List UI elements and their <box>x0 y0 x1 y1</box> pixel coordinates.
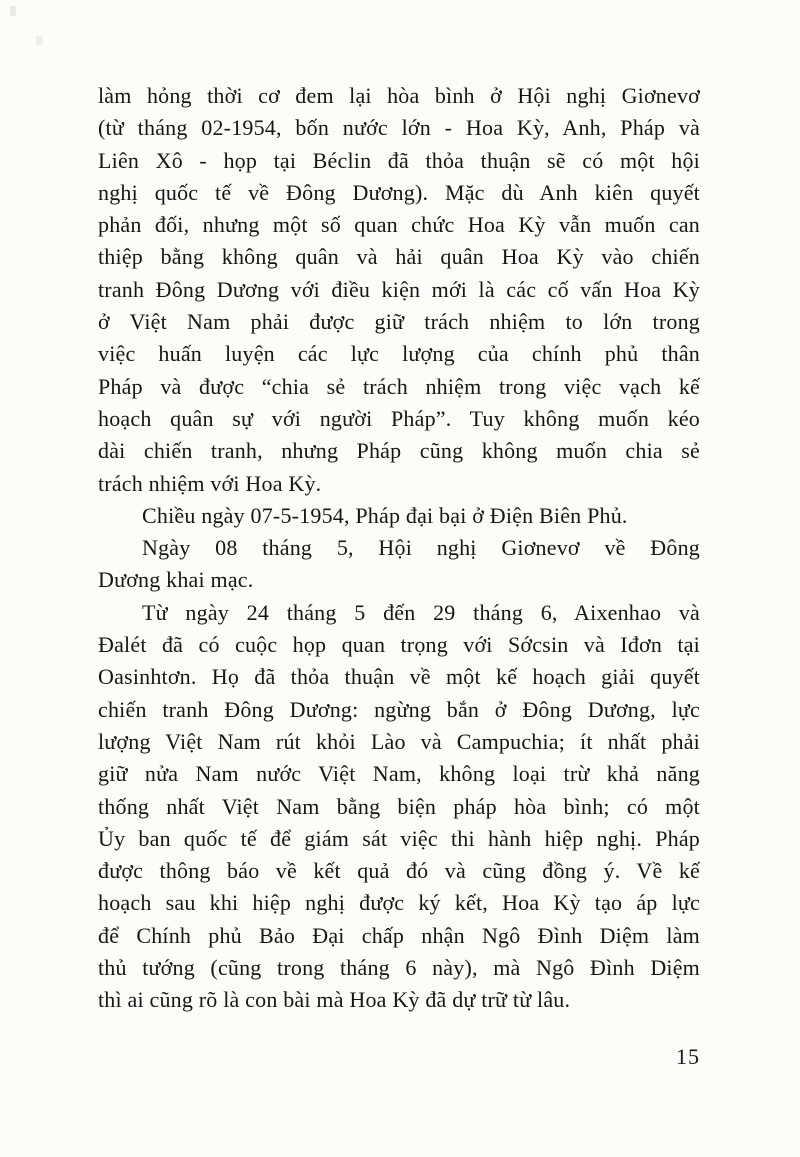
text-line: chiến tranh Đông Dương: ngừng bắn ở Đông Dương, lực <box>98 696 700 722</box>
text-line: thủ tướng (cũng trong tháng 6 này), mà Ngô Đình Diệm <box>98 955 700 981</box>
text-line: Pháp và được “chia sẻ trách nhiệm trong việc vạch kế <box>98 373 700 399</box>
scan-artifact <box>36 36 43 45</box>
text-line: việc huấn luyện các lực lượng của chính phủ thân <box>98 341 700 367</box>
paragraph-2 <box>98 500 700 532</box>
text-line: lượng Việt Nam rút khỏi Lào và Campuchia; ít nhất phải <box>98 728 700 754</box>
paragraph-4 <box>98 597 700 1017</box>
paragraph-1 <box>98 80 700 500</box>
text-line: hoạch quân sự với người Pháp”. Tuy không muốn kéo <box>98 405 700 431</box>
text-line: Đalét đã có cuộc họp quan trọng với Sớcsin và Iđơn tại <box>98 632 700 658</box>
paragraph-3 <box>98 532 700 597</box>
text-line: thì ai cũng rõ là con bài mà Hoa Kỳ đã dự trữ từ lâu. <box>98 987 571 1013</box>
text-line: Từ ngày 24 tháng 5 đến 29 tháng 6, Aixenhao và <box>142 599 700 625</box>
text-line: được thông báo về kết quả đó và cũng đồng ý. Về kế <box>98 858 700 884</box>
text-line: nghị quốc tế về Đông Dương). Mặc dù Anh kiên quyết <box>98 179 700 205</box>
text-line: Ủy ban quốc tế để giám sát việc thi hành hiệp nghị. Pháp <box>98 825 700 851</box>
page-number: 15 <box>676 1044 700 1069</box>
text-line: (từ tháng 02-1954, bốn nước lớn - Hoa Kỳ, Anh, Pháp và <box>98 115 700 141</box>
text-line: tranh Đông Dương với điều kiện mới là các cố vấn Hoa Kỳ <box>98 276 700 302</box>
text-line: Chiều ngày 07-5-1954, Pháp đại bại ở Điện Biên Phủ. <box>142 502 628 528</box>
page-text-block <box>98 80 700 1017</box>
text-line: trách nhiệm với Hoa Kỳ. <box>98 470 322 496</box>
text-line: Dương khai mạc. <box>98 567 254 593</box>
text-line: giữ nửa Nam nước Việt Nam, không loại trừ khả năng <box>98 761 700 787</box>
scan-artifact <box>10 6 16 16</box>
text-line: Oasinhtơn. Họ đã thỏa thuận về một kế hoạch giải quyết <box>98 664 700 690</box>
text-line: thống nhất Việt Nam bằng biện pháp hòa bình; có một <box>98 793 700 819</box>
text-line: phản đối, nhưng một số quan chức Hoa Kỳ vẫn muốn can <box>98 212 700 238</box>
text-line: để Chính phủ Bảo Đại chấp nhận Ngô Đình Diệm làm <box>98 922 700 948</box>
text-line: làm hỏng thời cơ đem lại hòa bình ở Hội nghị Giơnevơ <box>98 83 700 108</box>
text-line: ở Việt Nam phải được giữ trách nhiệm to lớn trong <box>98 309 700 335</box>
text-line: hoạch sau khi hiệp nghị được ký kết, Hoa Kỳ tạo áp lực <box>98 890 700 916</box>
text-line: thiệp bằng không quân và hải quân Hoa Kỳ vào chiến <box>98 244 700 270</box>
text-line: Ngày 08 tháng 5, Hội nghị Giơnevơ về Đông <box>142 535 700 561</box>
text-line: dài chiến tranh, nhưng Pháp cũng không muốn chia sẻ <box>98 438 700 464</box>
text-line: Liên Xô - họp tại Béclin đã thỏa thuận sẽ có một hội <box>98 147 700 173</box>
